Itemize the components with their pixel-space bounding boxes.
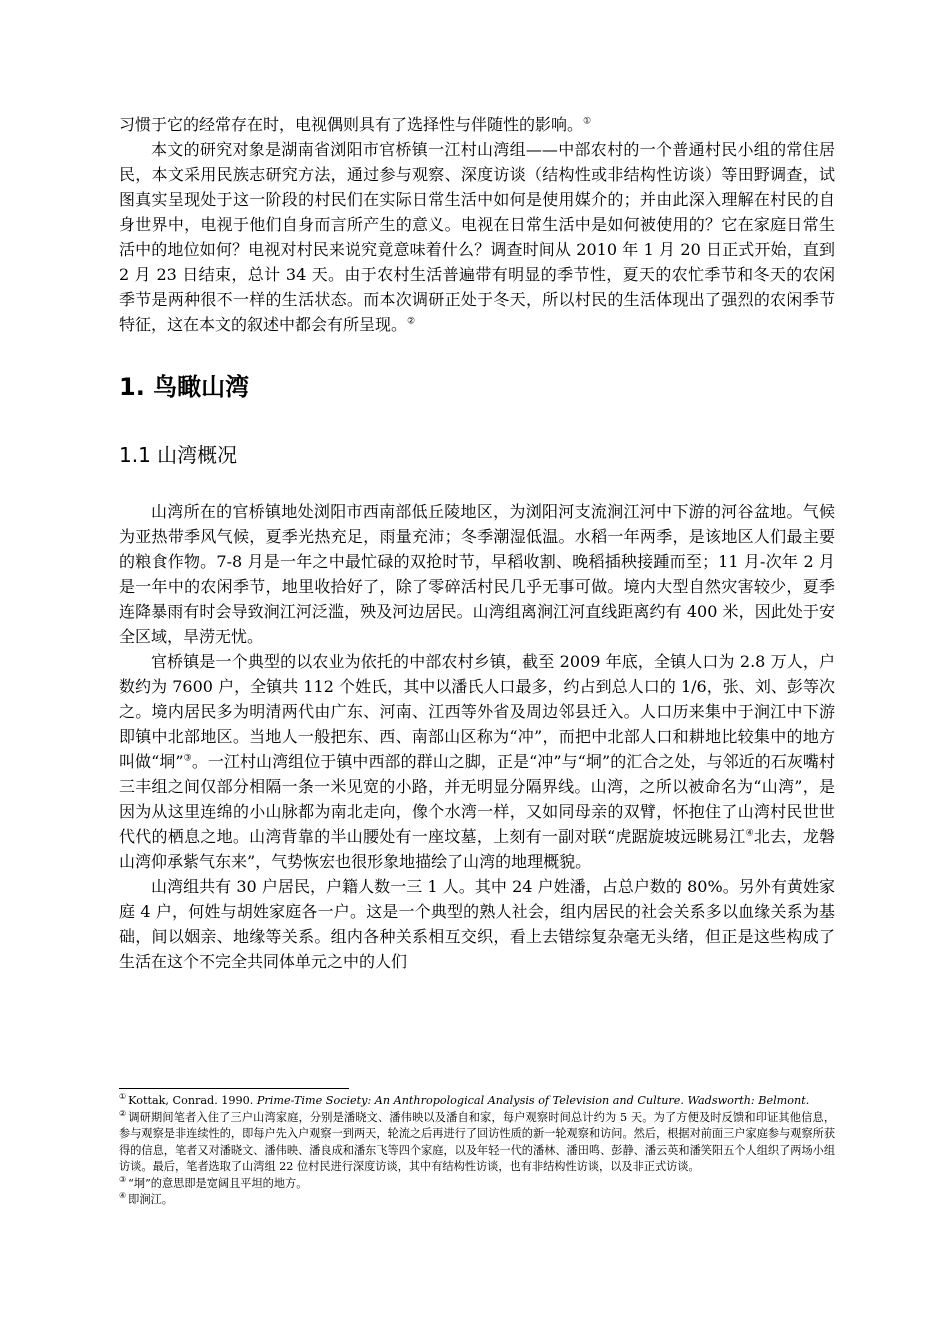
paragraph-geography: 山湾所在的官桥镇地处浏阳市西南部低丘陵地区，为浏阳河支流涧江河中下游的河谷盆地。气候为亚热带季风气候，夏季光热充足，雨量充沛；冬季潮湿低温。水稻一年两季，是该地区人们最主要的粮食作物。7-8 月是一年之中最忙碌的双抢时节，早稻收割、晚稻插秧接踵而至；11 月-次年 2 月是一年中的农闲季节，地里收拾好了，除了零碎活村民几乎无事可做。境内大型自然灾害较少，夏季连降暴雨有时会导致涧江河泛滥，殃及河边居民。山湾组离涧江河直线距离约有 400 米，因此处于安全区域，旱涝无忧。 [119,502,835,646]
footnote-4: ④ 即涧江。 [119,1191,173,1206]
paragraph-research-object: 本文的研究对象是湖南省浏阳市官桥镇一江村山湾组——中部农村的一个普通村民小组的常住居民，本文采用民族志研究方法，通过参与观察、深度访谈（结构性或非结构性访谈）等田野调查，试图真实呈现处于这一阶段的村民们在实际日常生活中如何是使用媒介的；并由此深入理解在村民的自身世界中，电视于他们自身而言所产生的意义。电视在日常生活中是如何被使用的？它在家庭日常生活中的地位如何？电视对村民来说究竟意味着什么？调查时间从 2010 年 1 月 20 日正式开始，直到 2 月 23 日结束，总计 34 天。由于农村生活普遍带有明显的季节性，夏天的农忙季节和冬天的农闲季节是两种很不一样的生活状态。而本次调研正处于冬天，所以村民的生活体现出了强烈的农闲季节特征，这在本文的叙述中都会有所呈现。② [119,140,835,334]
subsection-heading: 1.1 山湾概况 [119,443,238,467]
footnote-2: ② 调研期间笔者入住了三户山湾家庭，分别是潘晓文、潘伟映以及潘自和家，每户观察时间总计约为 5 天。为了方便及时反馈和印证其他信息，参与观察是非连续性的，即每户先入户观察一到两天，轮流之后再进行了回访性质的新一轮观察和访问。然后，根据对前面三户家庭参与观察所获得的信息，笔者又对潘晓文、潘伟映、潘良成和潘东飞等四个家庭，以及年轻一代的潘林、潘田鸣、彭静、潘云英和潘笑阳五个人组织了两场小组访谈。最后，笔者选取了山湾组 22 位村民进行深度访谈，其中有结构性访谈，也有非结构性访谈，以及非正式访谈。 [119,1108,836,1173]
paragraph-households: 山湾组共有 30 户居民，户籍人数一三 1 人。其中 24 户姓潘，占总户数的 80%。另外有黄姓家庭 4 户，何姓与胡姓家庭各一户。这是一个典型的熟人社会，组内居民的社会关系多以血缘关系为基础，间以姻亲、地缘等关系。组内各种关系相互交织，看上去错综复杂毫无头绪，但正是这些构成了生活在这个不完全共同体单元之中的人们 [119,877,835,971]
paragraph-continuation: 习惯于它的经常存在时，电视偶则具有了选择性与伴随性的影响。① [119,115,592,134]
footnote-ref-3[interactable]: ③ [183,753,192,764]
section-heading: 1. 鸟瞰山湾 [119,373,250,401]
paragraph-town: 官桥镇是一个典型的以农业为依托的中部农村乡镇，截至 2009 年底，全镇人口为 2.8 万人，户数约为 7600 户，全镇共 112 个姓氏，其中以潘氏人口最多，约占到总人口的 1/6，张、刘、彭等次之。境内居民多为明清两代由广东、河南、江西等外省及周边邻县迁入。人口历来集中于涧江中下游即镇中北部地区。当地人一般把东、西、南部山区称为“冲”，而把中北部人口和耕地比较集中的地方叫做“垌”③。一江村山湾组位于镇中西部的群山之脚，正是“冲”与“垌”的汇合之处，与邻近的石灰嘴村三丰组之间仅部分相隔一条一米见宽的小路，并无明显分隔界线。山湾，之所以被命名为“山湾”，是因为从这里连绵的小山脉都为南北走向，像个水湾一样，又如同母亲的双臂，怀抱住了山湾村民世世代代的栖息之地。山湾背靠的半山腰处有一座坟墓，上刻有一副对联“虎踞旋坡远眺易江④北去，龙磐山湾仰承紫气东来”，气势恢宏也很形象地描绘了山湾的地理概貌。 [119,652,835,871]
footnote-ref-2[interactable]: ② [407,316,416,327]
footnote-3: ③ “垌”的意思即是宽阔且平坦的地方。 [119,1174,308,1190]
footnote-divider [119,1088,349,1089]
footnote-1: ① Kottak, Conrad. 1990. Prime-Time Society: An Anthropological Analysis of Television and Culture. Wadsworth: Belmont. [119,1092,810,1107]
footnote-ref-4[interactable]: ④ [745,828,754,839]
footnotes [119,1088,835,1209]
footnote-ref-1[interactable]: ① [583,116,592,127]
page-body [119,112,835,974]
